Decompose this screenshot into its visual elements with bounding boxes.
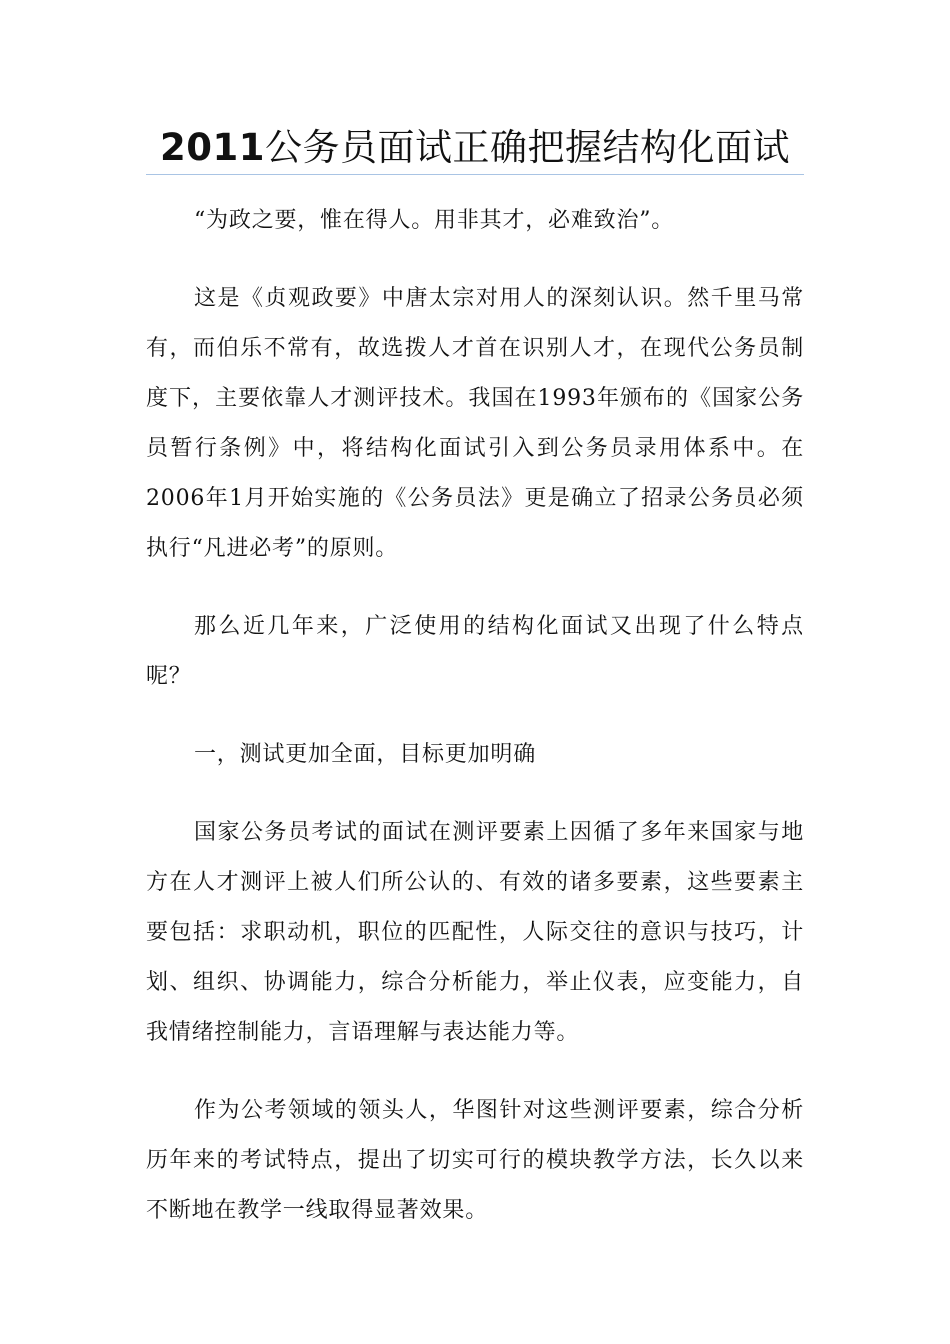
paragraph-background: 这是《贞观政要》中唐太宗对用人的深刻认识。然千里马常有，而伯乐不常有，故选拨人才首在识别人才，在现代公务员制度下，主要依靠人才测评技术。我国在1993年颁布的《国家公务员暂行条例》中，将结构化面试引入到公务员录用体系中。在2006年1月开始实施的《公务员法》更是确立了招录公务员必须执行“凡进必考”的原则。 bbox=[146, 286, 804, 561]
title-year: 2011 bbox=[160, 126, 265, 169]
document-title bbox=[146, 122, 804, 174]
paragraph-quote: “为政之要，惟在得人。用非其才，必难致治”。 bbox=[194, 208, 675, 233]
paragraph-huatu: 作为公考领域的领头人，华图针对这些测评要素，综合分析历年来的考试特点，提出了切实可行的模块教学方法，长久以来不断地在教学一线取得显著效果。 bbox=[146, 1098, 804, 1223]
paragraph-elements: 国家公务员考试的面试在测评要素上因循了多年来国家与地方在人才测评上被人们所公认的、有效的诸多要素，这些要素主要包括：求职动机，职位的匹配性，人际交往的意识与技巧，计划、组织、协调能力，综合分析能力，举止仪表，应变能力，自我情绪控制能力，言语理解与表达能力等。 bbox=[146, 820, 804, 1045]
paragraph-question: 那么近几年来，广泛使用的结构化面试又出现了什么特点呢？ bbox=[146, 614, 804, 689]
document-body bbox=[146, 196, 804, 1264]
title-text: 公务员面试正确把握结构化面试 bbox=[264, 126, 790, 169]
title-underline bbox=[146, 174, 804, 175]
section-heading-one: 一，测试更加全面，目标更加明确 bbox=[194, 742, 537, 767]
